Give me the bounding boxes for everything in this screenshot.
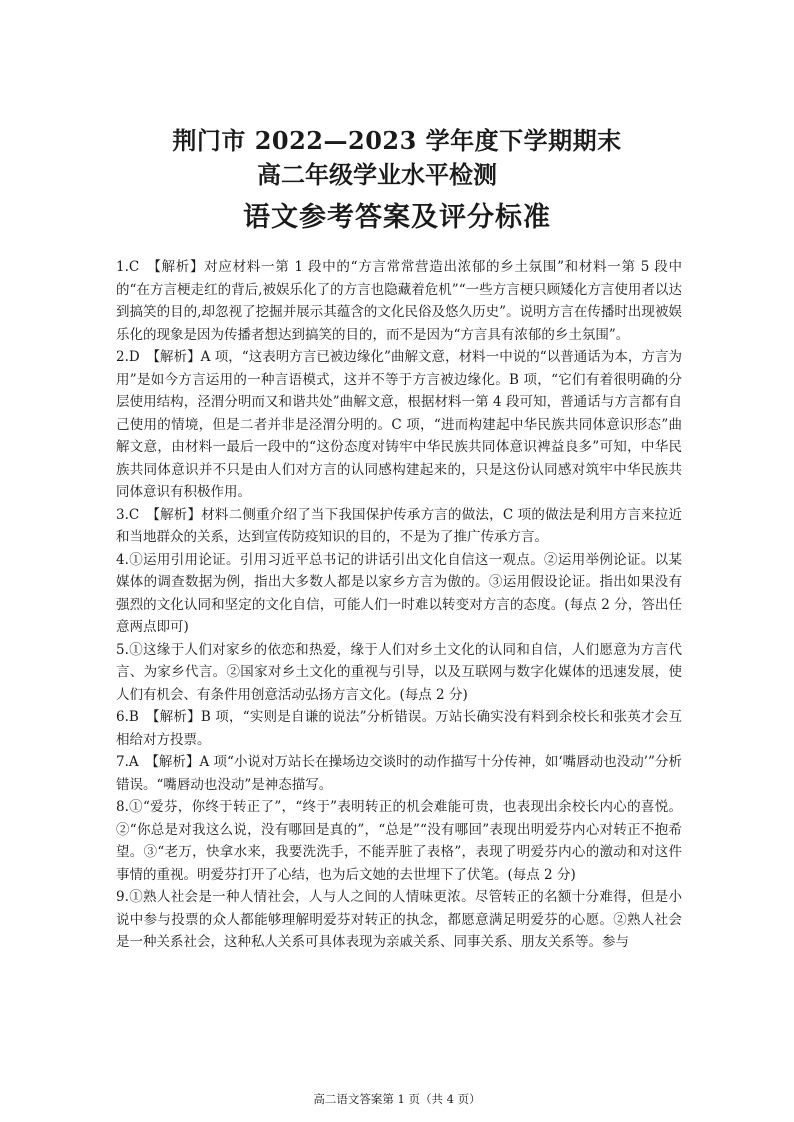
answer-item-5: 5.①这缘于人们对家乡的依恋和热爱，缘于人们对乡土文化的认同和自信，人们愿意为方言代言、为家乡代言。②国家对乡土文化的重视与引导，以及互联网与数字化媒体的迅速发展，使人们有机会、有条件用创意活动弘扬方言文化。(每点 2 分) <box>116 641 682 703</box>
answer-item-7: 7.A 【解析】A 项“小说对万站长在操场边交谈时的动作描写十分传神，如‘嘴唇动也没动’”分析错误。“嘴唇动也没动”是神态描写。 <box>116 754 682 793</box>
answer-item-4: 4.①运用引用论证。引用习近平总书记的讲话引出文化自信这一观点。②运用举例论证。以某媒体的调查数据为例，指出大多数人都是以家乡方言为傲的。③运用假设论证。指出如果没有强烈的文化认同和坚定的文化自信，可能人们一时难以转变对方言的态度。(每点 2 分，答出任意两点即可) <box>116 551 682 635</box>
title-block <box>0 124 794 238</box>
exam-title: 荆门市 2022—2023 学年度下学期期末 <box>172 126 622 155</box>
answer-item-8: 8.①“爱芬，你终于转正了”，“终于”表明转正的机会难能可贵，也表现出余校长内心的喜悦。②“你总是对我这么说，没有哪回是真的”，“总是”“没有哪回”表现出明爱芬内心对转正不抱希望。③“老万，快拿水来，我要洗洗手，不能弄脏了表格”，表现了明爱芬内心的激动和对这件事情的重视。明爱芬打开了心结，也为后文她的去世埋下了伏笔。(每点 2 分) <box>116 799 682 883</box>
answer-item-2: 2.D 【解析】A 项，“这表明方言已被边缘化”曲解文意，材料一中说的“以普通话为本，方言为用”是如今方言运用的一种言语模式，这并不等于方言被边缘化。B 项，“它们有着很明确的分层使用结构，泾渭分明而又和谐共处”曲解文意，根据材料一第 4 段可知，普通话与方言都有自己使用的情境，但是二者并非是泾渭分明的。C 项，“进而构建起中华民族共同体意识形态”曲解文意，由材料一最后一段中的“这份态度对铸牢中华民族共同体意识裨益良多”可知，中华民族共同体意识并不只是由人们对方言的认同感构建起来的，只是这份认同感对筑牢中华民族共同体意识有积极作用。 <box>116 349 682 500</box>
document-heading: 语文参考答案及评分标准 <box>243 202 551 233</box>
answer-item-3: 3.C 【解析】材料二侧重介绍了当下我国保护传承方言的做法，C 项的做法是利用方言来拉近和当地群众的关系，达到宣传防疫知识的目的，不是为了推广传承方言。 <box>116 506 682 545</box>
exam-subtitle: 高二年级学业水平检测 <box>257 160 497 189</box>
answer-item-6: 6.B 【解析】B 项，“实则是自谦的说法”分析错误。万站长确实没有料到余校长和张英才会互相给对方投票。 <box>116 709 682 748</box>
answer-list <box>116 256 682 954</box>
page-footer: 高二语文答案第 1 页（共 4 页） <box>313 1092 481 1106</box>
answer-item-1: 1.C 【解析】对应材料一第 1 段中的“方言常常营造出浓郁的乡土氛围”和材料一第 5 段中的“在方言梗走红的背后,被娱乐化了的方言也隐藏着危机”“一些方言梗只顾矮化方言使用者以达到搞笑的目的,却忽视了挖掘并展示其蕴含的文化民俗及悠久历史”。说明方言在传播时出现被娱乐化的现象是因为传播者想达到搞笑的目的，而不是因为“方言具有浓郁的乡土氛围”。 <box>116 259 682 343</box>
answer-item-9: 9.①熟人社会是一种人情社会，人与人之间的人情味更浓。尽管转正的名额十分难得，但是小说中参与投票的众人都能够理解明爱芬对转正的执念，都愿意满足明爱芬的心愿。②熟人社会是一种关系社会，这种私人关系可具体表现为亲戚关系、同事关系、朋友关系等。参与 <box>116 889 682 950</box>
